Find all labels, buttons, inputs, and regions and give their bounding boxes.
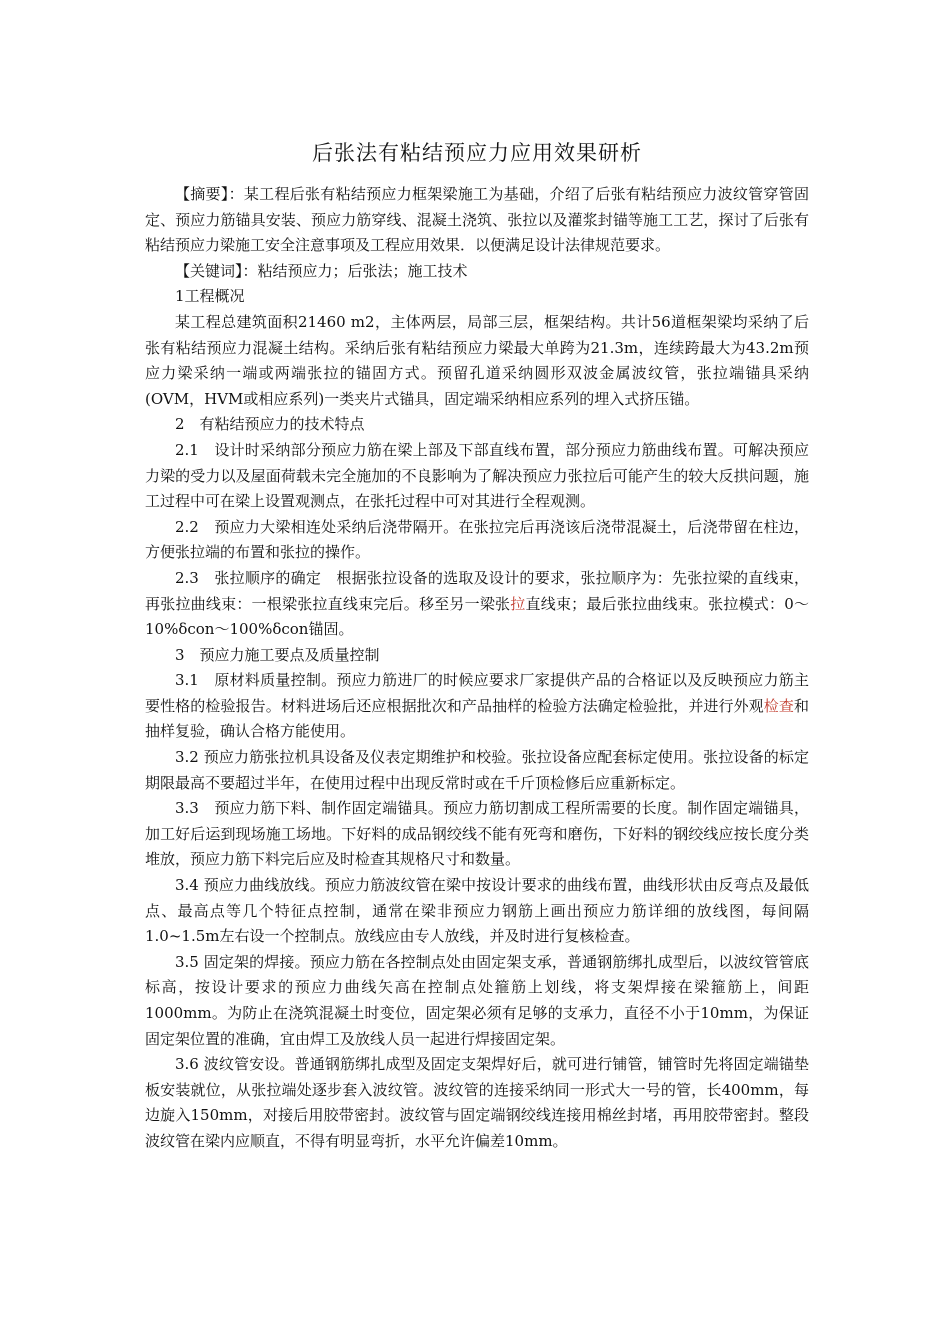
section-2-2-paragraph: 2.2 预应力大梁相连处采纳后浇带隔开。在张拉完后再浇该后浇带混凝土，后浇带留在柱边，方便张拉端的布置和张拉的操作。	[145, 517, 809, 562]
highlighted-link-jiancha[interactable]: 检查	[763, 696, 794, 715]
section-2-1-paragraph: 2.1 设计时采纳部分预应力筋在梁上部及下部直线布置，部分预应力筋曲线布置。可解决预应力梁的受力以及屋面荷载未完全施加的不良影响为了解决预应力张拉后可能产生的较大反拱问题，施工过程中可在梁上设置观测点，在张托过程中可对其进行全程观测。	[145, 440, 809, 511]
section-1-paragraph: 某工程总建筑面积21460 m2，主体两层，局部三层，框架结构。共计56道框架梁均采纳了后张有粘结预应力混凝土结构。采纳后张有粘结预应力梁最大单跨为21.3m，连续跨最大为43.2m预应力梁采纳一端或两端张拉的锚固方式。预留孔道采纳圆形双波金属波纹管，张拉端锚具采纳(OVM，HVM或相应系列)一类夹片式锚具，固定端采纳相应系列的埋入式挤压锚。	[145, 312, 809, 408]
section-3-heading: 3 预应力施工要点及质量控制	[175, 645, 380, 664]
highlighted-link-la[interactable]: 拉	[510, 594, 526, 613]
section-3-1-text-b: 和抽样复验，确认合格方能使用。	[145, 696, 809, 741]
section-3-5-paragraph: 3.5 固定架的焊接。预应力筋在各控制点处由固定架支承，普通钢筋绑扎成型后，以波纹管管底标高，按设计要求的预应力曲线矢高在控制点处箍筋上划线，将支架焊接在梁箍筋上，间距1000mm。为防止在浇筑混凝土时变位，固定架必须有足够的支承力，直径不小于10mm，为保证固定架位置的准确，宜由焊工及放线人员一起进行焊接固定架。	[145, 952, 809, 1048]
section-3-1-paragraph	[145, 668, 809, 745]
section-2-3-paragraph	[145, 566, 809, 643]
section-3-6-paragraph: 3.6 波纹管安设。普通钢筋绑扎成型及固定支架焊好后，就可进行铺管，铺管时先将固定端锚垫板安装就位，从张拉端处逐步套入波纹管。波纹管的连接采纳同一形式大一号的管，长400mm，每边旋入150mm，对接后用胶带密封。波纹管与固定端钢绞线连接用棉丝封堵，再用胶带密封。整段波纹管在梁内应顺直，不得有明显弯折，水平允许偏差10mm。	[145, 1055, 809, 1150]
keywords-paragraph: 【关键词】：粘结预应力；后张法；施工技术	[175, 261, 468, 280]
section-3-4-paragraph: 3.4 预应力曲线放线。预应力筋波纹管在梁中按设计要求的曲线布置，曲线形状由反弯点及最低点、最高点等几个特征点控制，通常在梁非预应力钢筋上画出预应力筋详细的放线图，每间隔1.0~1.5m左右设一个控制点。放线应由专人放线，并及时进行复核检查。	[145, 876, 809, 946]
section-1-heading: 1工程概况	[175, 287, 245, 306]
document-page	[145, 132, 809, 1155]
section-3-2-paragraph: 3.2 预应力筋张拉机具设备及仪表定期维护和校验。张拉设备应配套标定使用。张拉设备的标定期限最高不要超过半年，在使用过程中出现反常时或在千斤顶检修后应重新标定。	[145, 748, 809, 792]
document-title: 后张法有粘结预应力应用效果研析	[312, 141, 642, 165]
section-3-3-paragraph: 3.3 预应力筋下料、制作固定端锚具。预应力筋切割成工程所需要的长度。制作固定端锚具，加工好后运到现场施工场地。下好料的成品钢绞线不能有死弯和磨伤，下好料的钢绞线应按长度分类堆放，预应力筋下料完后应及时检查其规格尺寸和数量。	[145, 799, 809, 869]
section-3-1-text-a: 3.1 原材料质量控制。预应力筋进厂的时候应要求厂家提供产品的合格证以及反映预应力筋主要性格的检验报告。材料进场后还应根据批次和产品抽样的检验方法确定检验批，并进行外观	[145, 671, 809, 715]
abstract-paragraph: 【摘要】：某工程后张有粘结预应力框架梁施工为基础，介绍了后张有粘结预应力波纹管穿管固定、预应力筋锚具安装、预应力筋穿线、混凝土浇筑、张拉以及灌浆封锚等施工工艺，探讨了后张有粘结预应力梁施工安全注意事项及工程应用效果．以便满足设计法律规范要求。	[145, 185, 809, 255]
section-2-heading: 2 有粘结预应力的技术特点	[175, 415, 365, 434]
section-2-3-text-a: 2.3 张拉顺序的确定 根据张拉设备的选取及设计的要求，张拉顺序为：先张拉梁的直线束，再张拉曲线束：一根梁张拉直线束完后。移至另一梁张	[145, 568, 809, 613]
section-2-3-text-b: 直线束；最后张拉曲线束。张拉模式：0～10%δcon～100%δcon锚固。	[145, 594, 809, 639]
